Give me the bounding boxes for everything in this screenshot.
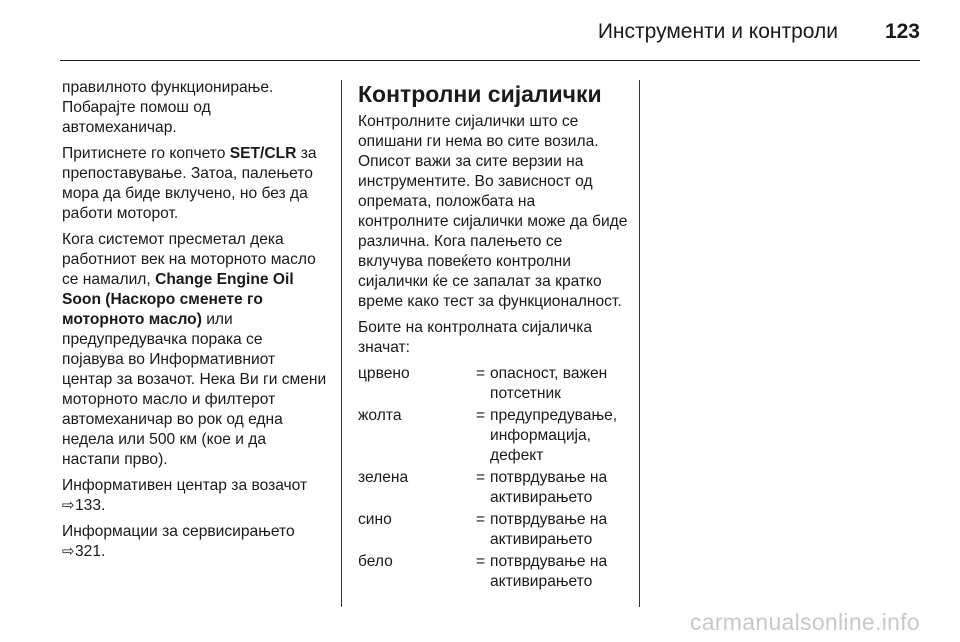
legend-equals: = [476, 511, 486, 528]
legend-row [358, 552, 628, 592]
text-span: или предупредувачка порака се појавува во Информативниот центар за возачот. Нека Ви ги смени моторното масло и филтерот автомеханичар во рок од една недела или 500 км (кое и да настапи прво). [62, 311, 327, 468]
column-2 [358, 80, 628, 592]
warning-message-label: Change Engine Oil Soon (Наскоро сменете го моторното масло) [62, 271, 294, 328]
cross-reference [62, 476, 327, 516]
color-legend [358, 364, 628, 592]
column-1 [62, 78, 327, 568]
legend-equals: = [476, 553, 486, 570]
paragraph: Боите на контролната сијаличка значат: [358, 319, 593, 356]
running-header-title: Инструменти и контроли [597, 20, 838, 43]
reference-link[interactable]: 133. [75, 497, 106, 514]
paragraph: правилното функционирање. Побарајте помош од автомеханичар. [62, 79, 274, 136]
legend-row [358, 468, 628, 508]
legend-equals: = [476, 365, 486, 382]
reference-link[interactable]: 321. [75, 543, 106, 560]
page-reference-arrow-icon: ⇨ [62, 543, 75, 560]
paragraph [62, 144, 327, 224]
legend-term: црвено [358, 365, 410, 382]
page-reference-arrow-icon: ⇨ [62, 497, 75, 514]
legend-term: сино [358, 511, 392, 528]
legend-equals: = [476, 469, 486, 486]
cross-reference [62, 522, 327, 562]
legend-definition: предупредување, информација, дефект [490, 407, 618, 464]
legend-definition: потврдување на активирањето [490, 469, 608, 506]
page-header [60, 12, 920, 61]
text-span: Притиснете го копчето [62, 145, 230, 162]
legend-definition: опасност, важен потсетник [490, 365, 608, 402]
legend-term: бело [358, 553, 393, 570]
text-span: за препоставување. Затоа, палењето мора да биде вклучено, но без да работи моторот. [62, 145, 317, 222]
legend-row [358, 364, 628, 404]
column-divider-right [639, 80, 640, 607]
section-title: Контролни сијалички [358, 81, 602, 107]
legend-term: зелена [358, 469, 409, 486]
legend-definition: потврдување на активирањето [490, 511, 608, 548]
column-divider-left [341, 80, 342, 607]
reference-text: Информации за сервисирањето [62, 523, 295, 540]
watermark: carmanualsonline.info [689, 609, 920, 635]
legend-definition: потврдување на активирањето [490, 553, 608, 590]
reference-text: Информативен центар за возачот [62, 477, 308, 494]
paragraph: Контролните сијалички што се опишани ги нема во сите возила. Описот важи за сите верзии на инструментите. Во зависност од опремата, положбата на контролните сијалички може да биде различна. Кога палењето се вклучува повеќето контролни сијалички ќе се запалат за кратко време како тест за функционалност. [358, 113, 628, 310]
text-span: Кога системот пресметал дека работниот век на моторното масло се намалил, [62, 231, 316, 288]
page-number: 123 [884, 20, 920, 43]
legend-term: жолта [358, 407, 402, 424]
paragraph [62, 230, 327, 470]
legend-equals: = [476, 407, 486, 424]
legend-row [358, 510, 628, 550]
set-clr-label: SET/CLR [229, 145, 297, 162]
legend-row [358, 406, 628, 466]
